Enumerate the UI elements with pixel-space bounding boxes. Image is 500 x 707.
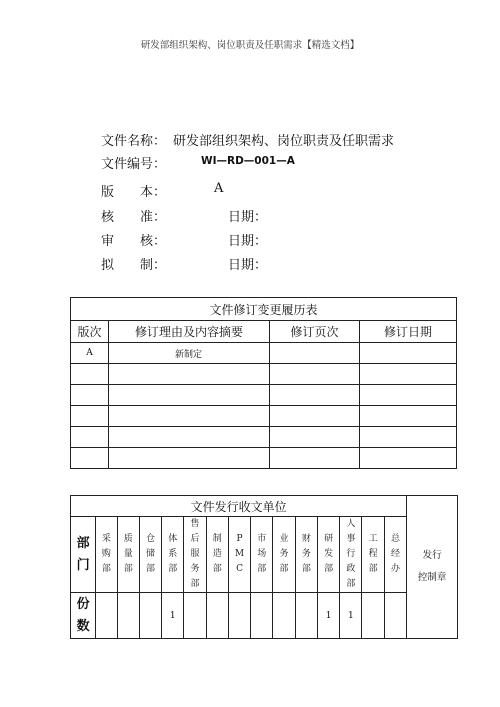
distribution-table	[70, 495, 458, 639]
department-cell: P M C	[228, 517, 250, 593]
revision-header-date: 修订日期	[360, 321, 457, 343]
count-label-cell	[71, 593, 96, 639]
revision-cell	[360, 406, 457, 427]
count-cell	[251, 593, 273, 639]
audit-row	[101, 230, 441, 248]
count-cell	[295, 593, 317, 639]
department-row	[71, 517, 458, 593]
department-label: 部 门	[76, 535, 90, 573]
review-label: 核 准：	[101, 210, 167, 225]
count-cell	[384, 593, 406, 639]
revision-cell	[71, 427, 109, 448]
revision-cell	[270, 448, 360, 469]
file-no-value: WI—RD—001—A	[201, 155, 295, 167]
count-cell	[228, 593, 250, 639]
count-cell	[362, 593, 384, 639]
revision-cell	[71, 385, 109, 406]
count-cell: 1	[162, 593, 184, 639]
count-cell: 1	[317, 593, 339, 639]
revision-row	[71, 385, 457, 406]
review-date-label: 日期：	[228, 210, 268, 225]
department-cell: 业 务 部	[273, 517, 295, 593]
revision-cell	[109, 406, 270, 427]
revision-row	[71, 427, 457, 448]
department-cell: 采 购 部	[96, 517, 117, 593]
count-cell	[139, 593, 161, 639]
file-name-row	[101, 130, 441, 148]
revision-cell: 新制定	[109, 343, 270, 364]
department-cell: 体 系 部	[162, 517, 184, 593]
revision-cell	[360, 343, 457, 364]
count-cell	[117, 593, 139, 639]
count-cell	[273, 593, 295, 639]
audit-date-label: 日期：	[228, 234, 268, 249]
count-cell	[206, 593, 228, 639]
department-cell: 质 量 部	[117, 517, 139, 593]
revision-row	[71, 406, 457, 427]
version-value: A	[214, 181, 224, 196]
distribution-table-title: 文件发行收文单位	[71, 496, 407, 517]
revision-header-version: 版次	[71, 321, 109, 343]
department-cell: 财 务 部	[295, 517, 317, 593]
revision-cell	[270, 385, 360, 406]
revision-cell: A	[71, 343, 109, 364]
count-cell	[184, 593, 206, 639]
revision-cell	[270, 406, 360, 427]
revision-cell	[270, 427, 360, 448]
department-cell: 制 造 部	[206, 517, 228, 593]
revision-cell	[360, 427, 457, 448]
revision-cell	[360, 385, 457, 406]
revision-cell	[71, 448, 109, 469]
revision-table-title: 文件修订变更履历表	[71, 298, 457, 321]
department-cell: 市 场 部	[251, 517, 273, 593]
revision-row	[71, 448, 457, 469]
audit-label: 审 核：	[101, 234, 167, 249]
review-row	[101, 206, 441, 224]
draft-date-label: 日期：	[228, 258, 268, 273]
draft-label: 拟 制：	[101, 258, 167, 273]
file-name-value: 研发部组织架构、岗位职责及任职需求	[173, 134, 395, 149]
file-no-row	[101, 153, 441, 171]
revision-cell	[109, 427, 270, 448]
department-cell: 售 后 服 务 部	[184, 517, 206, 593]
revision-header-pages: 修订页次	[270, 321, 360, 343]
department-cell: 仓 储 部	[139, 517, 161, 593]
department-cell: 人 事 行 政 部	[340, 517, 362, 593]
department-cell: 工 程 部	[362, 517, 384, 593]
file-name-label: 文件名称：	[101, 134, 167, 149]
revision-cell	[360, 364, 457, 385]
count-row	[71, 593, 458, 639]
version-row	[101, 181, 441, 199]
department-label-cell	[71, 517, 96, 593]
revision-table-body	[71, 343, 457, 469]
revision-cell	[270, 343, 360, 364]
count-label: 份 数	[76, 596, 90, 634]
version-label: 版 本：	[101, 185, 167, 200]
issue-control-stamp-cell	[407, 496, 458, 639]
revision-cell	[109, 385, 270, 406]
revision-cell	[109, 448, 270, 469]
revision-cell	[109, 364, 270, 385]
revision-cell	[360, 448, 457, 469]
revision-table	[70, 297, 457, 469]
count-cell	[96, 593, 117, 639]
department-cell: 总 经 办	[384, 517, 406, 593]
count-cell: 1	[340, 593, 362, 639]
draft-row	[101, 254, 441, 272]
page-header: 研发部组织架构、岗位职责及任职需求【精选文档】	[140, 40, 360, 51]
revision-row	[71, 343, 457, 364]
revision-cell	[71, 364, 109, 385]
revision-row	[71, 364, 457, 385]
file-no-label: 文件编号：	[101, 157, 167, 172]
issue-control-stamp-label: 发行 控制章	[417, 550, 447, 583]
revision-header-summary: 修订理由及内容摘要	[109, 321, 270, 343]
department-cell: 研 发 部	[317, 517, 339, 593]
revision-cell	[71, 406, 109, 427]
revision-cell	[270, 364, 360, 385]
